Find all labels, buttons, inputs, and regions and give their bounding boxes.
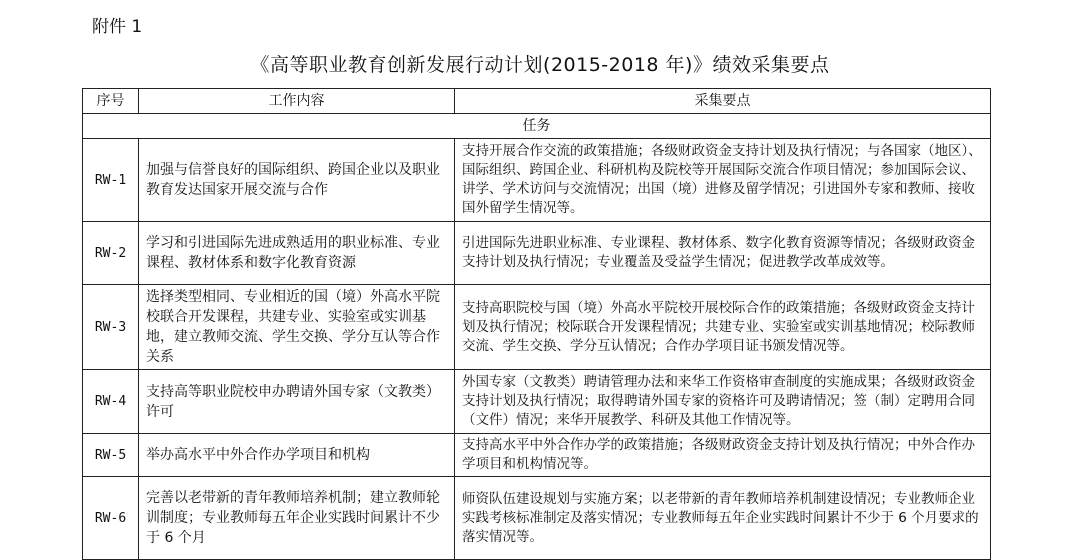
row-id: RW-5 xyxy=(83,434,139,477)
row-id: RW-6 xyxy=(83,477,139,560)
table-row xyxy=(83,370,991,434)
header-points: 采集要点 xyxy=(455,89,991,114)
row-points: 支持高职院校与国（境）外高水平院校开展校际合作的政策措施；各级财政资金支持计划及执行情况；校际联合开发课程情况；共建专业、实验室或实训基地情况；校际教师交流、学生交换、学分互认情况；合作办学项目证书颁发情况等。 xyxy=(455,285,991,370)
table-row xyxy=(83,477,991,560)
row-work: 选择类型相同、专业相近的国（境）外高水平院校联合开发课程，共建专业、实验室或实训基地，建立教师交流、学生交换、学分互认等合作关系 xyxy=(139,285,455,370)
table-row xyxy=(83,434,991,477)
section-label: 任务 xyxy=(83,114,991,139)
attachment-label: 附件 1 xyxy=(92,17,143,37)
row-points: 引进国际先进职业标准、专业课程、教材体系、数字化教育资源等情况；各级财政资金支持计划及执行情况；专业覆盖及受益学生情况；促进教学改革成效等。 xyxy=(455,222,991,285)
header-work: 工作内容 xyxy=(139,89,455,114)
row-id: RW-3 xyxy=(83,285,139,370)
performance-table xyxy=(82,88,991,560)
table-row xyxy=(83,222,991,285)
row-work: 完善以老带新的青年教师培养机制；建立教师轮训制度；专业教师每五年企业实践时间累计不少于 6 个月 xyxy=(139,477,455,560)
row-points: 支持开展合作交流的政策措施；各级财政资金支持计划及执行情况；与各国家（地区）、国际组织、跨国企业、科研机构及院校等开展国际交流合作项目情况；参加国际会议、讲学、学术访问与交流情况；出国（境）进修及留学情况；引进国外专家和教师、接收国外留学生情况等。 xyxy=(455,139,991,222)
row-id: RW-2 xyxy=(83,222,139,285)
row-id: RW-1 xyxy=(83,139,139,222)
table-header-row xyxy=(83,89,991,114)
row-work: 加强与信誉良好的国际组织、跨国企业以及职业教育发达国家开展交流与合作 xyxy=(139,139,455,222)
row-work: 支持高等职业院校申办聘请外国专家（文教类）许可 xyxy=(139,370,455,434)
row-points: 支持高水平中外合作办学的政策措施；各级财政资金支持计划及执行情况；中外合作办学项目和机构情况等。 xyxy=(455,434,991,477)
table-row xyxy=(83,139,991,222)
document-title: 《高等职业教育创新发展行动计划(2015-2018 年)》绩效采集要点 xyxy=(250,54,830,76)
header-id: 序号 xyxy=(83,89,139,114)
row-work: 学习和引进国际先进成熟适用的职业标准、专业课程、教材体系和数字化教育资源 xyxy=(139,222,455,285)
section-row xyxy=(83,114,991,139)
row-work: 举办高水平中外合作办学项目和机构 xyxy=(139,434,455,477)
table-row xyxy=(83,285,991,370)
row-id: RW-4 xyxy=(83,370,139,434)
row-points: 师资队伍建设规划与实施方案；以老带新的青年教师培养机制建设情况；专业教师企业实践考核标准制定及落实情况；专业教师每五年企业实践时间累计不少于 6 个月要求的落实情况等。 xyxy=(455,477,991,560)
row-points: 外国专家（文教类）聘请管理办法和来华工作资格审查制度的实施成果；各级财政资金支持计划及执行情况；取得聘请外国专家的资格许可及聘请情况；签（制）定聘用合同（文件）情况；来华开展教学、科研及其他工作情况等。 xyxy=(455,370,991,434)
